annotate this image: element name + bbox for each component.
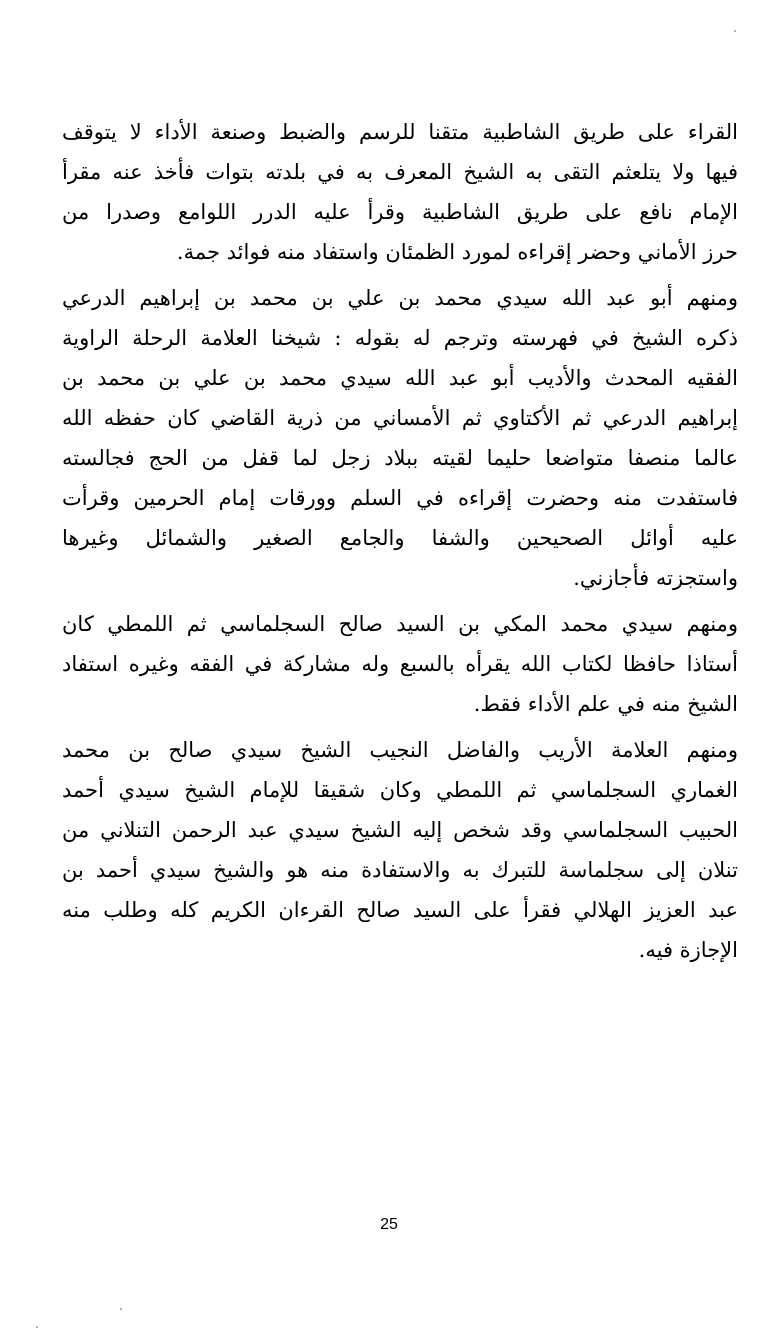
text-line: عليه أوائل الصحيحين والشفا والجامع الصغير والشمائل وغيرها — [62, 526, 738, 550]
text-line: ومنهم العلامة الأريب والفاضل النجيب الشيخ سيدي صالح بن محمد — [62, 738, 738, 762]
text-line: الإمام نافع على طريق الشاطبية وقرأ عليه الدرر اللوامع وصدرا من — [62, 200, 738, 224]
text-line: تنلان إلى سجلماسة للتبرك به والاستفادة منه هو والشيخ سيدي أحمد بن — [62, 858, 738, 882]
text-line: الفقيه المحدث والأديب أبو عبد الله سيدي محمد بن علي بن محمد بن — [62, 366, 738, 390]
body-text — [62, 112, 738, 970]
text-line: الغماري السجلماسي ثم اللمطي وكان شقيقا للإمام الشيخ سيدي أحمد — [62, 778, 738, 802]
text-line: فيها ولا يتلعثم التقى به الشيخ المعرف به في بلدته بتوات فأخذ عنه مقرأ — [62, 160, 738, 184]
text-line: القراء على طريق الشاطبية متقنا للرسم والضبط وصنعة الأداء لا يتوقف — [62, 120, 738, 144]
text-line: ومنهم سيدي محمد المكي بن السيد صالح السجلماسي ثم اللمطي كان — [62, 612, 738, 636]
scan-speck — [36, 1326, 38, 1328]
text-line: إبراهيم الدرعي ثم الأكتاوي ثم الأمساني من ذرية القاضي كان حفظه الله — [62, 406, 738, 430]
text-line: الشيخ منه في علم الأداء فقط. — [473, 692, 738, 716]
text-line: أستاذا حافظا لكتاب الله يقرأه بالسبع وله مشاركة في الفقه وغيره استفاد — [62, 652, 738, 676]
scan-speck — [120, 1308, 122, 1310]
text-line: فاستفدت منه وحضرت إقراءه في السلم وورقات إمام الحرمين وقرأت — [62, 486, 738, 510]
text-line: الإجازة فيه. — [638, 938, 738, 962]
text-line: حرز الأماني وحضر إقراءه لمورد الظمئان واستفاد منه فوائد جمة. — [176, 240, 738, 264]
scan-speck — [734, 30, 736, 32]
text-line: الحبيب السجلماسي وقد شخص إليه الشيخ سيدي عبد الرحمن التنلاني من — [62, 818, 738, 842]
page-number: 25 — [380, 1216, 398, 1233]
text-line: عبد العزيز الهلالي فقرأ على السيد صالح القرءان الكريم كله وطلب منه — [62, 898, 738, 922]
text-line: عالما منصفا متواضعا حليما لقيته ببلاد زجل لما قفل من الحج فجالسته — [62, 446, 738, 470]
text-line: ومنهم أبو عبد الله سيدي محمد بن علي بن محمد بن إبراهيم الدرعي — [62, 286, 738, 310]
text-line: ذكره الشيخ في فهرسته وترجم له بقوله : شيخنا العلامة الرحلة الراوية — [62, 326, 738, 350]
text-line: واستجزته فأجازني. — [573, 566, 738, 590]
